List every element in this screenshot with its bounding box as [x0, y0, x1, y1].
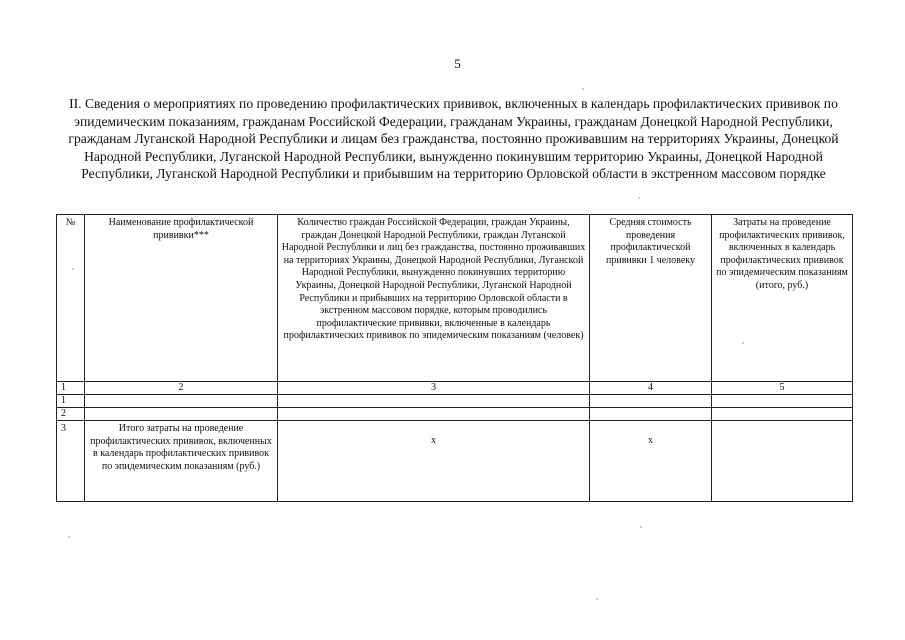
scan-speck [596, 598, 598, 600]
not-applicable-mark: x [431, 435, 436, 446]
total-row [57, 421, 853, 502]
header-vaccination-name: Наименование профилактической прививки*** [85, 215, 278, 382]
vaccination-report-table [56, 214, 853, 502]
section-heading: II. Сведения о мероприятиях по проведению профилактических прививок, включенных в календарь профилактических прививок по эпидемическим показаниям, гражданам Российской Федерации, гражданам Украины, гражданам Донецкой Народной Республики, гражданам Луганской Народной Республики и лицам без гражданства, постоянно проживавшим на территориях Украины, Донецкой Народной Республики, Луганской Народной Республики, вынужденно покинувшим территорию Украины, Донецкой Народной Республики, Луганской Народной Республики и прибывшим на территорию Орловской области в экстренном массовом порядке [68, 96, 839, 182]
row-citizen-count [278, 395, 590, 408]
column-index-row [57, 382, 853, 395]
header-total-expenses: Затраты на проведение профилактических прививок, включенных в календарь профилактических прививок по эпидемическим показаниям (итого, руб.) [712, 215, 853, 382]
row-average-cost [590, 395, 712, 408]
header-number: № [57, 215, 85, 382]
total-row-expenses [712, 421, 853, 502]
total-row-number: 3 [57, 421, 85, 502]
row-vaccination-name [85, 395, 278, 408]
header-average-cost: Средняя стоимость проведения профилактической прививки 1 человеку [590, 215, 712, 382]
row-number: 2 [57, 408, 85, 421]
row-citizen-count [278, 408, 590, 421]
table-row [57, 408, 853, 421]
row-vaccination-name [85, 408, 278, 421]
scan-speck [640, 526, 642, 528]
column-index: 2 [85, 382, 278, 395]
row-number: 1 [57, 395, 85, 408]
row-average-cost [590, 408, 712, 421]
total-row-count-cell [278, 421, 590, 502]
column-index: 4 [590, 382, 712, 395]
scan-speck [638, 197, 640, 199]
not-applicable-mark: x [648, 435, 653, 446]
scan-speck [582, 88, 584, 90]
column-index: 3 [278, 382, 590, 395]
scan-speck [68, 536, 70, 538]
row-total-expenses [712, 408, 853, 421]
scan-speck [72, 268, 74, 270]
column-index: 5 [712, 382, 853, 395]
column-index: 1 [57, 382, 85, 395]
header-citizen-count: Количество граждан Российской Федерации, граждан Украины, граждан Донецкой Народной Республики, граждан Луганской Народной Республики и лиц без гражданства, постоянно проживавших на территориях Украины, Донецкой Народной Республики, Луганской Народной Республики, вынужденно покинувших территорию Украины, Донецкой Народной Республики, Луганской Народной Республики и прибывших на территорию Орловской области в экстренном массовом порядке, которым проводились профилактические прививки, включенные в календарь профилактических прививок по эпидемическим показаниям (человек) [278, 215, 590, 382]
page-number: 5 [454, 56, 461, 71]
total-row-cost-cell [590, 421, 712, 502]
scan-speck [742, 342, 744, 344]
table-header-row [57, 215, 853, 382]
total-row-label: Итого затраты на проведение профилактических прививок, включенных в календарь профилактических прививок по эпидемическим показаниям (руб.) [85, 421, 278, 502]
row-total-expenses [712, 395, 853, 408]
table-row [57, 395, 853, 408]
